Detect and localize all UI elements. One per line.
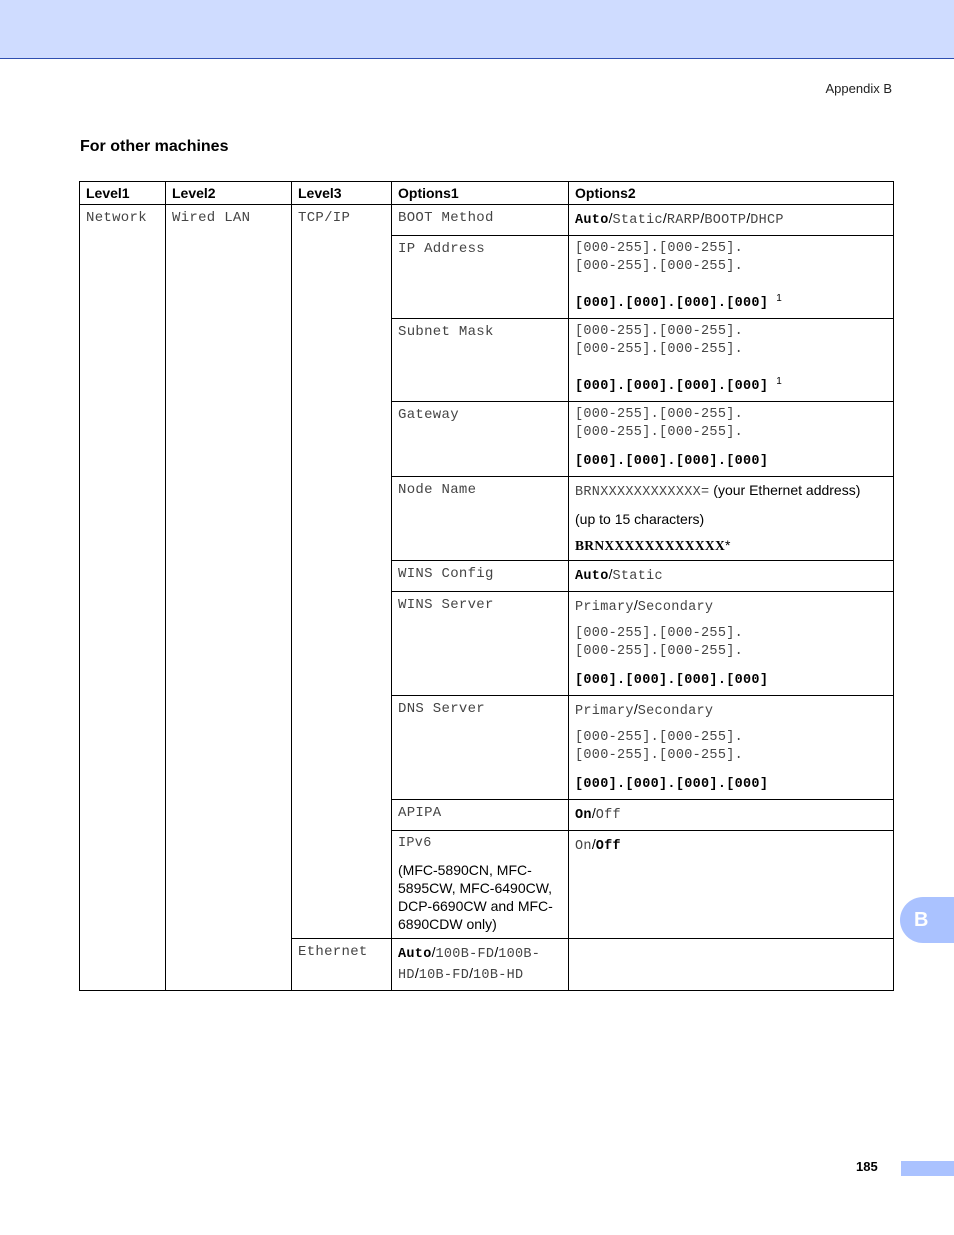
column-header-level3: Level3 [292, 182, 392, 205]
range-line: [000-255].[000-255]. [575, 425, 744, 440]
values-ip-address [569, 236, 894, 319]
range-line: [000-255].[000-255]. [575, 730, 744, 745]
value: HD [398, 968, 415, 983]
default-value: Auto [398, 947, 432, 962]
option-wins-server: WINS Server [392, 592, 569, 696]
level2-wired-lan: Wired LAN [166, 205, 292, 991]
range-line: [000-255].[000-255]. [575, 241, 744, 256]
option-ip-address: IP Address [392, 236, 569, 319]
values-ethernet: Auto/100B-FD/100B- HD/10B-FD/10B-HD [392, 939, 569, 991]
default-value: [000].[000].[000].[000] [575, 454, 769, 469]
default-value: BRNXXXXXXXXXXXX [575, 538, 725, 553]
range-line: [000-255].[000-255]. [575, 324, 744, 339]
values-subnet-mask [569, 319, 894, 402]
footnote-mark: 1 [776, 376, 782, 387]
default-value: Auto [575, 213, 609, 228]
default-value: Auto [575, 569, 609, 584]
settings-table [79, 181, 894, 991]
header-band [0, 0, 954, 59]
appendix-label: Appendix B [825, 81, 892, 96]
value: Secondary [637, 704, 714, 719]
range-line: [000-255].[000-255]. [575, 748, 744, 763]
value: Off [595, 808, 621, 823]
node-name-note: (up to 15 characters) [575, 511, 705, 527]
default-value: [000].[000].[000].[000] [575, 296, 769, 311]
values-ipv6: On/Off [569, 831, 894, 939]
node-name-value: BRNXXXXXXXXXXXX= [575, 485, 710, 500]
value: 10B-FD [418, 968, 470, 983]
value: DHCP [750, 213, 784, 228]
default-mark: * [725, 537, 731, 553]
ipv6-model-note: (MFC-5890CN, MFC-5895CW, MFC-6490CW, DCP-6690CW and MFC-6890CDW only) [398, 862, 553, 932]
page-number: 185 [856, 1159, 878, 1174]
range-line: [000-255].[000-255]. [575, 259, 744, 274]
value: 10B-HD [473, 968, 524, 983]
column-header-level2: Level2 [166, 182, 292, 205]
option-node-name: Node Name [392, 477, 569, 561]
range-line: [000-255].[000-255]. [575, 407, 744, 422]
option-apipa: APIPA [392, 800, 569, 831]
default-value: Off [595, 839, 621, 854]
option-subnet-mask: Subnet Mask [392, 319, 569, 402]
values-boot-method: Auto/Static/RARP/BOOTP/DHCP [569, 205, 894, 236]
option-dns-server: DNS Server [392, 696, 569, 800]
node-name-desc: (your Ethernet address) [709, 482, 861, 498]
value: 100B- [498, 947, 541, 962]
column-header-options2: Options2 [569, 182, 894, 205]
default-value: [000].[000].[000].[000] [575, 777, 769, 792]
table-row [80, 205, 894, 236]
value: BOOTP [704, 213, 747, 228]
value: On [575, 839, 592, 854]
option-ipv6-label: IPv6 [398, 836, 432, 851]
value: Primary [575, 704, 634, 719]
value: Static [612, 569, 663, 584]
table-header-row [80, 182, 894, 205]
values-empty [569, 939, 894, 991]
values-gateway [569, 402, 894, 477]
values-apipa: On/Off [569, 800, 894, 831]
default-value: [000].[000].[000].[000] [575, 379, 769, 394]
default-value: [000].[000].[000].[000] [575, 673, 769, 688]
range-line: [000-255].[000-255]. [575, 626, 744, 641]
default-value: On [575, 808, 592, 823]
column-header-options1: Options1 [392, 182, 569, 205]
option-boot-method: BOOT Method [392, 205, 569, 236]
values-node-name [569, 477, 894, 561]
level1-network: Network [80, 205, 166, 991]
option-gateway: Gateway [392, 402, 569, 477]
value: Secondary [637, 600, 714, 615]
value: 100B-FD [435, 947, 495, 962]
level3-tcpip: TCP/IP [292, 205, 392, 939]
option-wins-config: WINS Config [392, 561, 569, 592]
range-line: [000-255].[000-255]. [575, 644, 744, 659]
appendix-side-tab: B [900, 897, 954, 943]
section-title: For other machines [80, 138, 229, 155]
value: Static [612, 213, 663, 228]
footnote-mark: 1 [776, 293, 782, 304]
values-dns-server: Primary/Secondary [000-255].[000-255]. [000-255].[000-255]. [000].[000].[000].[000] [569, 696, 894, 800]
values-wins-server: Primary/Secondary [000-255].[000-255]. [000-255].[000-255]. [000].[000].[000].[000] [569, 592, 894, 696]
level3-ethernet: Ethernet [292, 939, 392, 991]
value: Primary [575, 600, 634, 615]
value: RARP [666, 213, 701, 228]
column-header-level1: Level1 [80, 182, 166, 205]
page-number-bar [901, 1161, 954, 1176]
range-line: [000-255].[000-255]. [575, 342, 744, 357]
values-wins-config: Auto/Static [569, 561, 894, 592]
option-ipv6 [392, 831, 569, 939]
